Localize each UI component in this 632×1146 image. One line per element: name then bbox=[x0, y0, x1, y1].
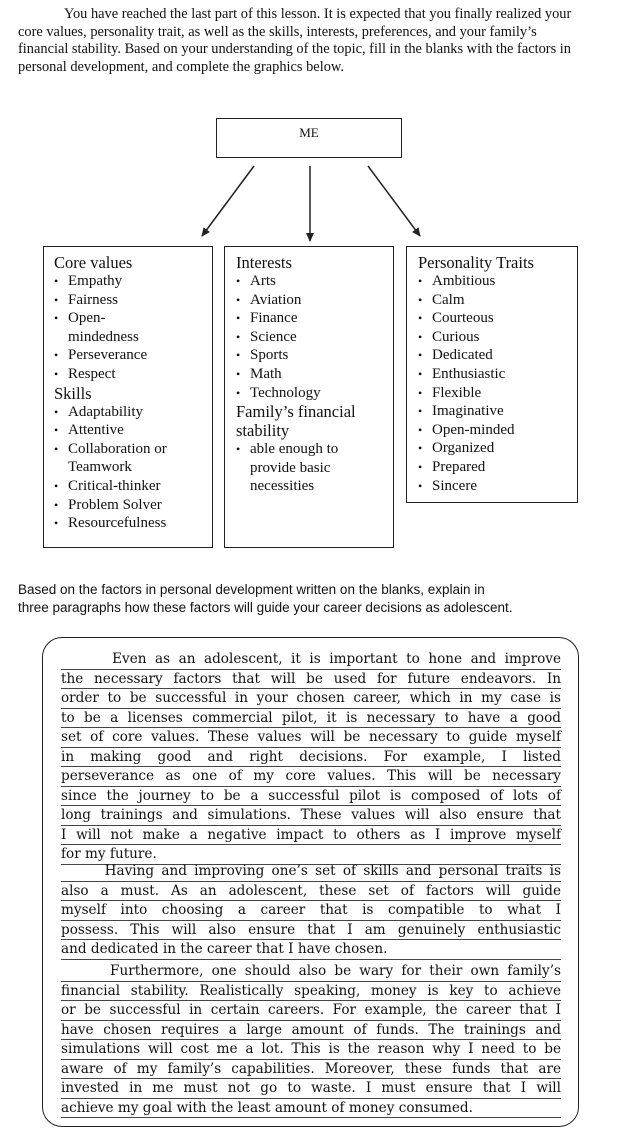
answer-line: perseverance as one of my core values. This will be necessary bbox=[61, 767, 561, 787]
answer-line: order to be successful in your chosen career, which in my case is bbox=[61, 689, 561, 709]
list-item-continuation: mindedness bbox=[68, 328, 139, 345]
answer-line: Having and improving one’s set of skills and personal traits is bbox=[61, 862, 561, 882]
answer-line: Even as an adolescent, it is important to hone and improve bbox=[61, 650, 561, 670]
interests-heading: Interests bbox=[236, 253, 292, 272]
list-item: • Curious bbox=[418, 328, 577, 347]
answer-line: myself into choosing a career that is compatible to what I bbox=[61, 901, 561, 921]
skills-list-cont bbox=[54, 477, 212, 533]
answer-line: the necessary factors that will be used for future endeavors. In bbox=[61, 670, 561, 690]
list-item: • Arts bbox=[236, 272, 393, 291]
core-values-heading: Core values bbox=[54, 253, 133, 272]
list-item: • Problem Solver bbox=[54, 496, 212, 515]
list-item: • Critical-thinker bbox=[54, 477, 212, 496]
list-item: • Imaginative bbox=[418, 402, 577, 421]
arrow-left bbox=[202, 166, 254, 236]
interests-family-box bbox=[224, 246, 394, 548]
prompt-line: three paragraphs how these factors will guide your career decisions as adolescent. bbox=[18, 600, 513, 615]
list-item: • Enthusiastic bbox=[418, 365, 577, 384]
list-item: • Calm bbox=[418, 291, 577, 310]
list-item: • Open- bbox=[54, 309, 212, 328]
answer-line: for my future. bbox=[61, 845, 561, 865]
list-item: • Ambitious bbox=[418, 272, 577, 291]
diagram-arrows bbox=[0, 0, 632, 260]
list-item-continuation: necessities bbox=[250, 478, 315, 495]
answer-paragraph-3 bbox=[61, 962, 561, 1118]
family-heading-cont: stability bbox=[236, 421, 290, 441]
personality-traits-box bbox=[406, 246, 578, 503]
personality-list bbox=[418, 272, 577, 495]
skills-list bbox=[54, 403, 212, 459]
answer-line: set of core values. These values will be necessary to guide myself bbox=[61, 728, 561, 748]
list-item: • Organized bbox=[418, 439, 577, 458]
essay-prompt bbox=[18, 581, 598, 617]
list-item: • Sports bbox=[236, 346, 393, 365]
answer-line: or be successful in certain careers. For example, the career that I bbox=[61, 1001, 561, 1021]
answer-paragraph-1 bbox=[61, 650, 561, 865]
list-item: • Sincere bbox=[418, 477, 577, 496]
list-item: • Perseverance bbox=[54, 346, 212, 365]
answer-paragraph-2 bbox=[61, 862, 561, 960]
me-label: ME bbox=[299, 125, 319, 140]
answer-line: financial stability. Realistically speaking, money is key to achieve bbox=[61, 982, 561, 1002]
list-item: • Resourcefulness bbox=[54, 514, 212, 533]
answer-line: and dedicated in the career that I have chosen. bbox=[61, 940, 561, 960]
core-values-list bbox=[54, 272, 212, 328]
prompt-line: Based on the factors in personal development written on the blanks, explain in bbox=[18, 582, 485, 597]
interests-list bbox=[236, 272, 393, 402]
answer-line: to be a licenses commercial pilot, it is necessary to have a good bbox=[61, 709, 561, 729]
list-item: • Math bbox=[236, 365, 393, 384]
list-item: • Prepared bbox=[418, 458, 577, 477]
family-heading: Family’s financial bbox=[236, 402, 356, 422]
list-item: • Respect bbox=[54, 365, 212, 384]
arrow-right bbox=[368, 166, 420, 236]
intro-text: You have reached the last part of this lesson. It is expected that you finally realized your core values, personality trait, as well as the skills, interests, preferences, and your family’s financial stability. Based on your understanding of the topic, fill in the blanks with the factors in personal development, and complete the graphics below. bbox=[18, 6, 572, 75]
list-item: • Fairness bbox=[54, 291, 212, 310]
list-item: • Technology bbox=[236, 384, 393, 403]
answer-line: I will not make a negative impact to others as I improve myself bbox=[61, 826, 561, 846]
answer-line: also a must. As an adolescent, these set of factors will guide bbox=[61, 882, 561, 902]
skills-heading: Skills bbox=[54, 383, 92, 403]
list-item: • Science bbox=[236, 328, 393, 347]
list-item: • Collaboration or bbox=[54, 440, 212, 459]
list-item: • able enough to bbox=[236, 440, 393, 459]
answer-line: in making good and right decisions. For example, I listed bbox=[61, 748, 561, 768]
list-item: • Flexible bbox=[418, 384, 577, 403]
answer-line: since the journey to be a successful pilot is composed of lots of bbox=[61, 787, 561, 807]
list-item: • Open-minded bbox=[418, 421, 577, 440]
answer-line: achieve my goal with the least amount of money consumed. bbox=[61, 1099, 561, 1119]
answer-line: Furthermore, one should also be wary for their own family’s bbox=[61, 962, 561, 982]
answer-line: have chosen requires a large amount of funds. The trainings and bbox=[61, 1021, 561, 1041]
list-item: • Dedicated bbox=[418, 346, 577, 365]
answer-line: possess. This will also ensure that I am genuinely enthusiastic bbox=[61, 921, 561, 941]
list-item: • Aviation bbox=[236, 291, 393, 310]
list-item: • Finance bbox=[236, 309, 393, 328]
family-list bbox=[236, 440, 393, 459]
answer-line: long trainings and simulations. These values will also ensure that bbox=[61, 806, 561, 826]
list-item-continuation: provide basic bbox=[250, 459, 331, 476]
core-values-list-cont bbox=[54, 346, 212, 383]
answer-box bbox=[42, 637, 579, 1127]
list-item: • Attentive bbox=[54, 421, 212, 440]
answer-line: aware of my family’s capabilities. Moreover, these funds that are bbox=[61, 1060, 561, 1080]
personality-heading: Personality Traits bbox=[418, 253, 534, 272]
answer-line: invested in me must not go to waste. I must ensure that I will bbox=[61, 1079, 561, 1099]
answer-line: simulations will cost me a lot. This is the reason why I need to be bbox=[61, 1040, 561, 1060]
core-values-skills-box bbox=[43, 246, 213, 548]
list-item: • Adaptability bbox=[54, 403, 212, 422]
list-item: • Courteous bbox=[418, 309, 577, 328]
list-item-continuation: Teamwork bbox=[68, 459, 132, 476]
list-item: • Empathy bbox=[54, 272, 212, 291]
